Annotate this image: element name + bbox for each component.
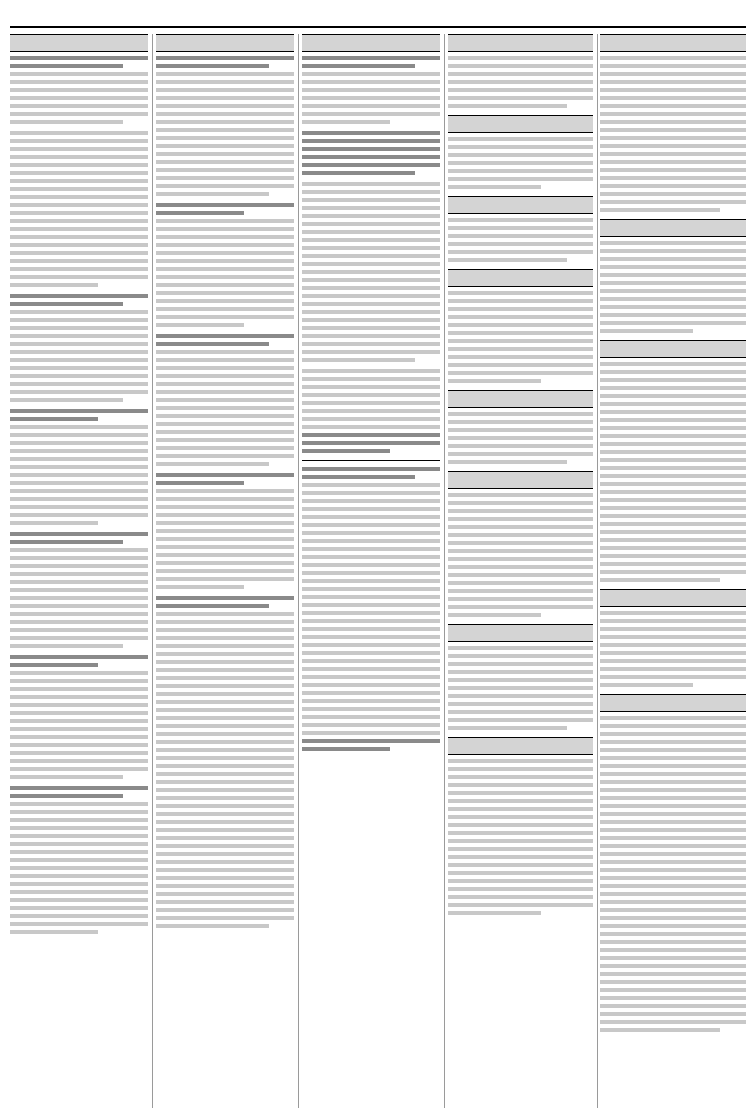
column-1 (10, 34, 148, 1108)
section-header (448, 115, 593, 133)
notice-block (156, 56, 294, 196)
notice-block (156, 596, 294, 928)
listing-block (448, 493, 593, 617)
section-header (448, 269, 593, 287)
section-header (448, 737, 593, 755)
section-header (600, 589, 746, 607)
listing-block (600, 56, 746, 212)
notice-block (156, 473, 294, 589)
notice-block (10, 655, 148, 779)
listing-block (448, 646, 593, 730)
column-5-header (600, 34, 746, 52)
section-header (448, 390, 593, 408)
section-header (448, 471, 593, 489)
notice-block (10, 409, 148, 525)
column-separator (444, 34, 445, 1108)
listing-block (448, 218, 593, 262)
column-3 (302, 34, 440, 1108)
notice-block (302, 131, 440, 175)
section-header (600, 340, 746, 358)
listing-block (448, 291, 593, 383)
listing-block (600, 611, 746, 687)
column-5 (600, 34, 746, 1108)
listing-block (600, 241, 746, 333)
column-4 (448, 34, 593, 1108)
column-3-header (302, 34, 440, 52)
masthead (10, 6, 746, 28)
column-4-header (448, 34, 593, 52)
listing-block (600, 362, 746, 582)
column-separator (298, 34, 299, 1108)
notice-block (10, 786, 148, 934)
notice-block (10, 294, 148, 402)
notice-block (156, 203, 294, 327)
notice-block (302, 56, 440, 124)
listing-block (448, 56, 593, 108)
notice-block (156, 334, 294, 466)
notice-block (10, 532, 148, 648)
issue-date (46, 10, 156, 22)
column-2 (156, 34, 294, 1108)
section-header (600, 694, 746, 712)
notice-block (302, 182, 440, 362)
listing-block (448, 137, 593, 189)
notice-block (302, 369, 440, 453)
listing-block (448, 412, 593, 464)
column-separator (152, 34, 153, 1108)
notice-block (10, 131, 148, 287)
listing-block (448, 759, 593, 915)
paper-name (596, 8, 746, 22)
listing-block (600, 716, 746, 1032)
column-2-header (156, 34, 294, 52)
section-header (448, 624, 593, 642)
column-1-header (10, 34, 148, 52)
divider (302, 460, 440, 461)
section-header (600, 219, 746, 237)
section-header (448, 196, 593, 214)
column-separator (597, 34, 598, 1108)
notice-block (302, 467, 440, 751)
page-number (10, 6, 36, 24)
notice-block (10, 56, 148, 124)
